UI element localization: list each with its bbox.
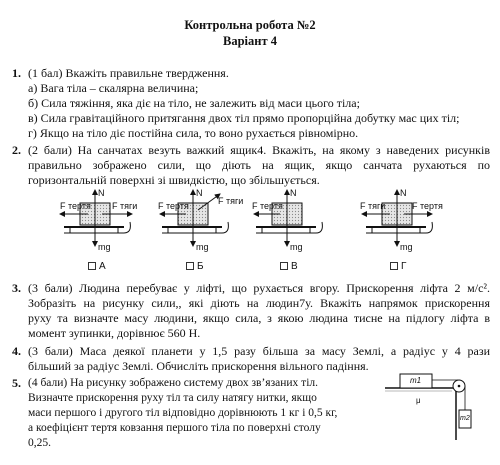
label-mu: μ xyxy=(416,396,421,405)
task-1-line-1: (1 бал) Вкажіть правильне твердження. xyxy=(28,66,229,80)
label-d-normal: N xyxy=(400,188,407,198)
task-5-line-1: (4 бали) На рисунку зображено систему двох зв’язаних тіл. xyxy=(28,377,319,389)
page-title: Контрольна робота №2 xyxy=(184,18,316,32)
option-c[interactable]: В xyxy=(280,262,298,272)
label-b-normal: N xyxy=(196,188,203,198)
label-m1: m1 xyxy=(410,376,422,385)
label-b-gravity: mg xyxy=(196,242,209,252)
task-5-line-5: 0,25. xyxy=(28,437,51,449)
label-d-gravity: mg xyxy=(400,242,413,252)
task-5-figure xyxy=(385,374,471,440)
task-5-number: 5. xyxy=(12,376,21,390)
task-4-number: 4. xyxy=(12,344,21,358)
label-d-left: F тяги xyxy=(360,201,386,211)
label-b-right: F тяги xyxy=(218,196,244,206)
task-1-option-d: г) Якщо на тіло діє постійна сила, то воно рухається рівномірно. xyxy=(28,126,359,140)
task-5-line-3: маси першого і другого тіл відповідно дорівнюють 1 кг і 0,5 кг, xyxy=(28,407,338,419)
task-4-line-1: (3 бали) Маса деякої планети у 1,5 разу більша за масу Землі, а радіус у 4 рази xyxy=(28,344,490,358)
label-a-right: F тяги xyxy=(112,201,138,211)
task-1-option-c: в) Сила гравітаційного притягання двох тіл прямо пропорційна добутку мас цих тіл; xyxy=(28,111,460,125)
label-c-gravity: mg xyxy=(290,242,303,252)
task-1-number: 1. xyxy=(12,66,21,80)
checkbox-a[interactable] xyxy=(88,262,96,270)
label-a-left: F тертя xyxy=(60,201,91,211)
label-a-gravity: mg xyxy=(98,242,111,252)
label-m2: m2 xyxy=(460,415,470,422)
task-2-line-2: правильно зображено сили, що діють на ящик, якщо санчата рухаються по xyxy=(28,158,490,172)
figure-a xyxy=(60,190,132,246)
label-b-left: F тертя xyxy=(158,201,189,211)
task-3-line-1: (3 бали) Людина перебуває у ліфті, що рухається вгору. Прискорення ліфта 2 м/с². xyxy=(28,281,490,295)
task-1-option-a: а) Вага тіла – скалярна величина; xyxy=(28,81,199,95)
task-3-line-4: момент зупинки, дорівнює 560 Н. xyxy=(28,326,201,340)
option-b[interactable]: Б xyxy=(186,262,204,272)
task-5-line-4: а коефіцієнт тертя ковзання першого тіла по поверхні столу xyxy=(28,422,321,434)
figure-d xyxy=(362,190,432,246)
task-2-number: 2. xyxy=(12,143,21,157)
task-1-option-b: б) Сила тяжіння, яка діє на тіло, не залежить від маси цього тіла; xyxy=(28,96,360,110)
checkbox-d[interactable] xyxy=(390,262,398,270)
task-3-line-3: руху та визначте масу людини, якщо сила, з якою людина тисне на підлогу ліфта в xyxy=(28,311,490,325)
task-5-line-2: Визначте прискорення руху тіл та силу натягу нитки, якщо xyxy=(28,392,317,404)
label-c-normal: N xyxy=(290,188,297,198)
task-2-line-1: (2 бали) На санчатах везуть важкий ящик4. Вкажіть, на якому з наведених рисунків xyxy=(28,143,490,157)
task-4-line-2: більший за радіус Землі. Обчисліть прискорення вільного падіння. xyxy=(28,359,369,373)
label-d-right: F тертя xyxy=(412,201,443,211)
task-3-line-2: Зобразіть на рисунку сили,, які діють на людин7у. Вкажіть напрямок прискорення xyxy=(28,296,490,310)
variant-title: Варіант 4 xyxy=(223,34,277,48)
checkbox-b[interactable] xyxy=(186,262,194,270)
label-a-normal: N xyxy=(98,188,105,198)
label-c-left: F тертя xyxy=(252,201,283,211)
option-a[interactable]: А xyxy=(88,262,106,272)
checkbox-c[interactable] xyxy=(280,262,288,270)
figure-c xyxy=(254,190,322,246)
task-3-number: 3. xyxy=(12,281,21,295)
option-d[interactable]: Г xyxy=(390,262,406,272)
task-2-line-3: горизонтальній поверхні зі швидкістю, що збільшується. xyxy=(28,173,320,187)
